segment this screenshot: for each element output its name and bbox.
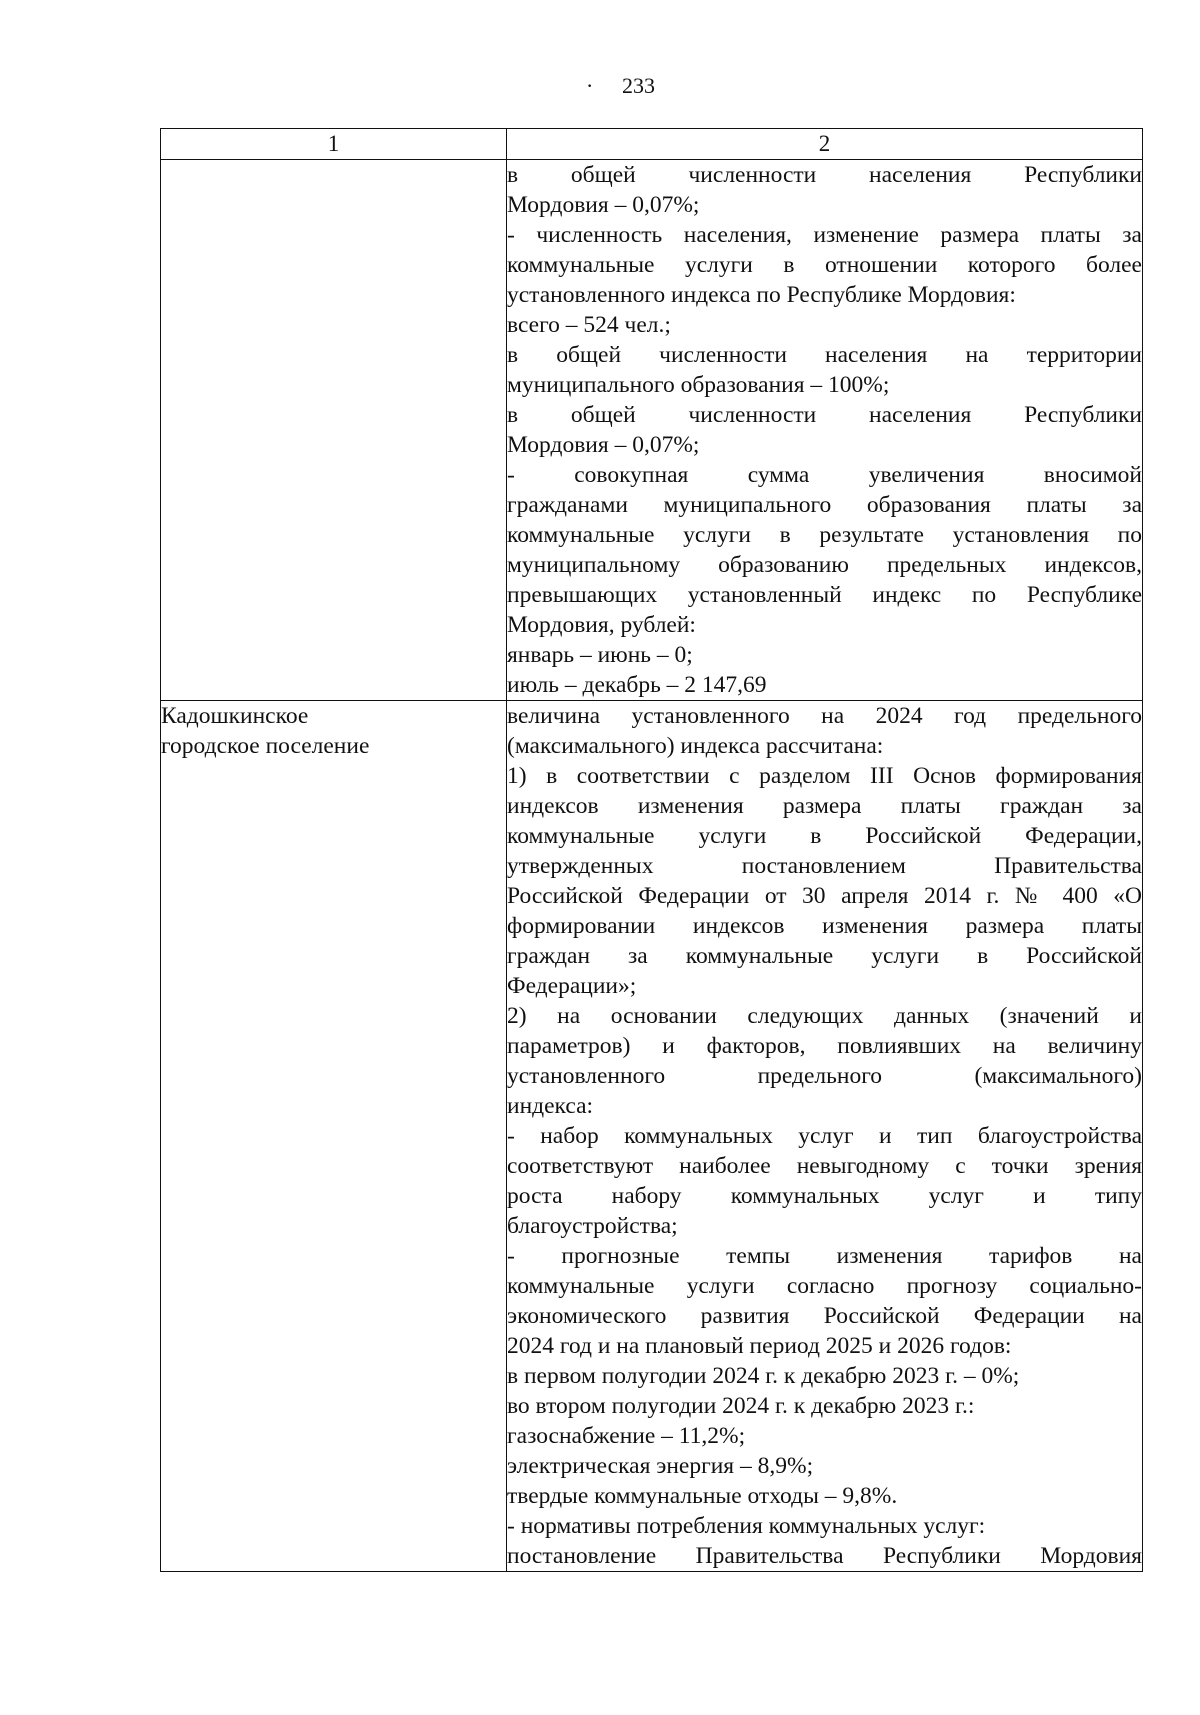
text-line: - нормативы потребления коммунальных услуг: xyxy=(507,1513,986,1539)
table-header-row xyxy=(161,129,1143,160)
text-line: июль – декабрь – 2 147,69 xyxy=(507,672,767,698)
text-line: соответствуют наиболее невыгодному с точки зрения xyxy=(507,1153,1142,1179)
text-line: экономического развития Российской Федерации на xyxy=(507,1303,1142,1329)
text-line: величина установленного на 2024 год предельного xyxy=(507,703,1142,729)
text-line: - численность населения, изменение размера платы за xyxy=(507,222,1142,248)
text-line: в общей численности населения на территории xyxy=(507,342,1142,368)
text-line: индексов изменения размера платы граждан за xyxy=(507,793,1142,819)
text-line: муниципальному образованию предельных индексов, xyxy=(507,552,1142,578)
text-line: всего – 524 чел.; xyxy=(507,312,671,338)
description-cell xyxy=(507,701,1143,1572)
description-cell xyxy=(507,160,1143,701)
text-line: установленного индекса по Республике Мордовия: xyxy=(507,282,1016,308)
text-line: Российской Федерации от 30 апреля 2014 г. № 400 «О xyxy=(507,883,1142,909)
table-row xyxy=(161,701,1143,1572)
text-line: 2) на основании следующих данных (значений и xyxy=(507,1003,1142,1029)
text-line: городское поселение xyxy=(161,733,370,759)
text-line: благоустройства; xyxy=(507,1213,678,1239)
text-line: 1) в соответствии с разделом III Основ формирования xyxy=(507,763,1142,789)
text-line: роста набору коммунальных услуг и типу xyxy=(507,1183,1142,1209)
text-line: во втором полугодии 2024 г. к декабрю 2023 г.: xyxy=(507,1393,975,1419)
text-line: Мордовия – 0,07%; xyxy=(507,432,700,458)
text-line: коммунальные услуги согласно прогнозу социально- xyxy=(507,1273,1142,1299)
text-line: Мордовия – 0,07%; xyxy=(507,192,700,218)
text-line: параметров) и факторов, повлиявших на величину xyxy=(507,1033,1142,1059)
text-line: в первом полугодии 2024 г. к декабрю 2023 г. – 0%; xyxy=(507,1363,1020,1389)
text-line: коммунальные услуги в отношении которого более xyxy=(507,252,1142,278)
text-line: формировании индексов изменения размера платы xyxy=(507,913,1142,939)
text-line: твердые коммунальные отходы – 9,8%. xyxy=(507,1483,898,1509)
text-line: установленного предельного (максимального) xyxy=(507,1063,1142,1089)
text-line: 2024 год и на плановый период 2025 и 2026 годов: xyxy=(507,1333,1012,1359)
text-line: - набор коммунальных услуг и тип благоустройства xyxy=(507,1123,1142,1149)
page-number-dot: · xyxy=(586,73,594,98)
municipality-cell xyxy=(161,160,507,701)
text-line: - совокупная сумма увеличения вносимой xyxy=(507,462,1142,488)
text-line: Федерации»; xyxy=(507,973,637,999)
text-line: газоснабжение – 11,2%; xyxy=(507,1423,746,1449)
text-line: коммунальные услуги в Российской Федерации, xyxy=(507,823,1142,849)
text-line: - прогнозные темпы изменения тарифов на xyxy=(507,1243,1142,1269)
text-line: январь – июнь – 0; xyxy=(507,642,693,668)
text-line: граждан за коммунальные услуги в Российской xyxy=(507,943,1142,969)
column-header-1: 1 xyxy=(161,129,507,160)
text-line: в общей численности населения Республики xyxy=(507,162,1142,188)
text-line: превышающих установленный индекс по Республике xyxy=(507,582,1142,608)
table-row xyxy=(161,160,1143,701)
text-line: коммунальные услуги в результате установления по xyxy=(507,522,1142,548)
text-line: Кадошкинское xyxy=(161,703,309,729)
text-line: гражданами муниципального образования платы за xyxy=(507,492,1142,518)
text-line: муниципального образования – 100%; xyxy=(507,372,890,398)
text-line: утвержденных постановлением Правительства xyxy=(507,853,1142,879)
document-table xyxy=(160,128,1143,1572)
page-number-value: 233 xyxy=(622,73,655,98)
column-header-2: 2 xyxy=(507,129,1143,160)
text-line: постановление Правительства Республики Мордовия xyxy=(507,1543,1142,1569)
text-line: (максимального) индекса рассчитана: xyxy=(507,733,884,759)
text-line: в общей численности населения Республики xyxy=(507,402,1142,428)
text-line: электрическая энергия – 8,9%; xyxy=(507,1453,814,1479)
municipality-cell xyxy=(161,701,507,1572)
text-line: Мордовия, рублей: xyxy=(507,612,696,638)
text-line: индекса: xyxy=(507,1093,594,1119)
